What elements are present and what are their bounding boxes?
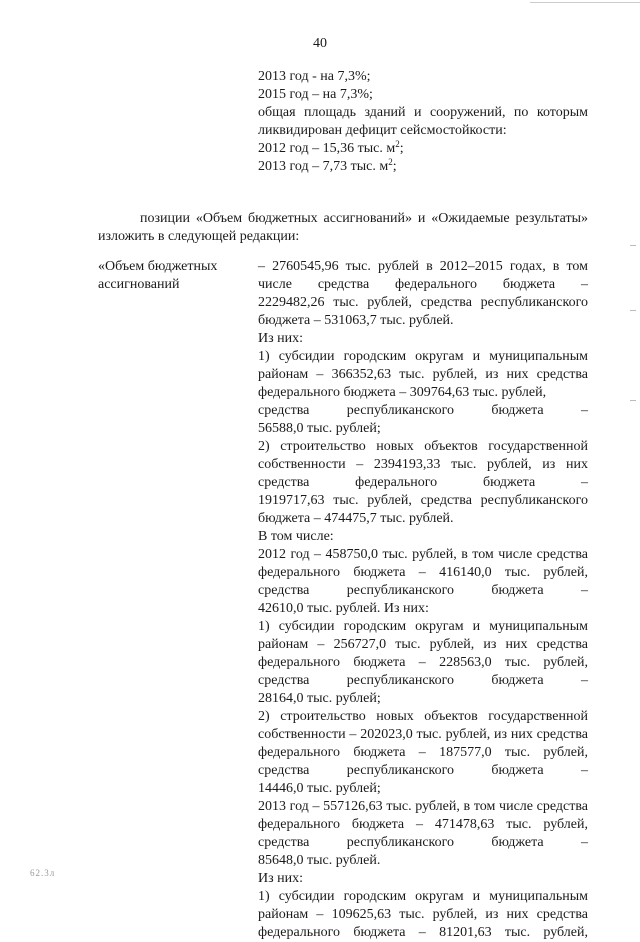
budget-allocation-text [258,258,588,942]
label-line: ассигнований [98,277,180,292]
indicator-line: 2015 год – на 7,3%; [258,87,373,102]
superscript: 2 [388,157,393,167]
allocation-line: 56588,0 тыс. рублей; [258,421,381,436]
indicator-line: 2013 год – 7,73 тыс. $м^2$; [258,157,397,174]
superscript: 2 [395,139,400,149]
allocation-line: федерального бюджета – 416140,0 тыс. рублей, [258,565,588,580]
allocation-line: федерального бюджета – 187577,0 тыс. рублей, [258,745,588,760]
allocation-line: 1) субсидии городским округам и муниципальным [258,349,588,364]
intro-line: изложить в следующей редакции: [98,229,300,244]
allocation-line: бюджета – 531063,7 тыс. рублей. [258,313,454,328]
allocation-line: средства республиканского бюджета – [258,673,588,688]
margin-mark [630,245,636,246]
margin-mark [630,400,636,401]
indicator-line: общая площадь зданий и сооружений, по которым [258,105,588,120]
allocation-line: 14446,0 тыс. рублей; [258,781,381,796]
label-line: «Объем бюджетных [98,259,218,274]
allocation-line: 42610,0 тыс. рублей. Из них: [258,601,429,616]
allocation-line: районам – 256727,0 тыс. рублей, из них средства [258,637,588,652]
allocation-line: районам – 366352,63 тыс. рублей, из них средства [258,367,588,382]
allocation-line: 1) субсидии городским округам и муниципальным [258,619,588,634]
allocation-line: Из них: [258,331,304,346]
allocation-line: Из них: [258,871,304,886]
allocation-line: числе средства федерального бюджета – [258,277,588,292]
scan-edge-line [530,2,640,3]
indicator-line: 2013 год - на 7,3%; [258,69,371,84]
allocation-line: 1919717,63 тыс. рублей, средства республиканского [258,493,588,508]
allocation-line: средства республиканского бюджета – [258,403,588,418]
indicators-block [258,68,588,176]
allocation-line: средства республиканского бюджета – [258,835,588,850]
allocation-line: федерального бюджета – 309764,63 тыс. рублей, [258,385,547,400]
intro-line: позиции «Объем бюджетных ассигнований» и «Ожидаемые результаты» [140,211,588,226]
indicator-line: ликвидирован дефицит сейсмостойкости: [258,123,507,138]
allocation-line: федерального бюджета – 81201,63 тыс. рублей, [258,925,588,940]
allocation-line: 2229482,26 тыс. рублей, средства республиканского [258,295,588,310]
margin-mark [630,310,636,311]
allocation-line: 1) субсидии городским округам и муниципальным [258,889,588,904]
allocation-line: бюджета – 474475,7 тыс. рублей. [258,511,454,526]
allocation-line: 85648,0 тыс. рублей. [258,853,381,868]
allocation-line: В том числе: [258,529,334,544]
allocation-line: средства республиканского бюджета – [258,763,588,778]
allocation-line: 2013 год – 557126,63 тыс. рублей, в том числе средства [258,799,588,814]
allocation-line: федерального бюджета – 228563,0 тыс. рублей, [258,655,588,670]
page-number: 40 [313,36,327,51]
allocation-line: 2) строительство новых объектов государственной [258,709,588,724]
allocation-line: 2) строительство новых объектов государственной [258,439,588,454]
intro-paragraph [98,210,588,246]
allocation-line: 2012 год – 458750,0 тыс. рублей, в том числе средства [258,547,588,562]
allocation-line: – 2760545,96 тыс. рублей в 2012–2015 годах, в том [258,259,588,274]
allocation-line: районам – 109625,63 тыс. рублей, из них средства [258,907,588,922]
allocation-line: федерального бюджета – 471478,63 тыс. рублей, [258,817,588,832]
allocation-line: собственности – 202023,0 тыс. рублей, из них средства [258,727,588,742]
indicator-line: 2012 год – 15,36 тыс. $м^2$; [258,139,404,156]
allocation-line: 28164,0 тыс. рублей; [258,691,381,706]
allocation-line: средства федерального бюджета – [258,475,588,490]
allocation-line: средства республиканского бюджета – [258,583,588,598]
position-label [98,258,248,294]
scan-stamp: 62.3л [30,868,56,878]
allocation-line: собственности – 2394193,33 тыс. рублей, из них [258,457,588,472]
